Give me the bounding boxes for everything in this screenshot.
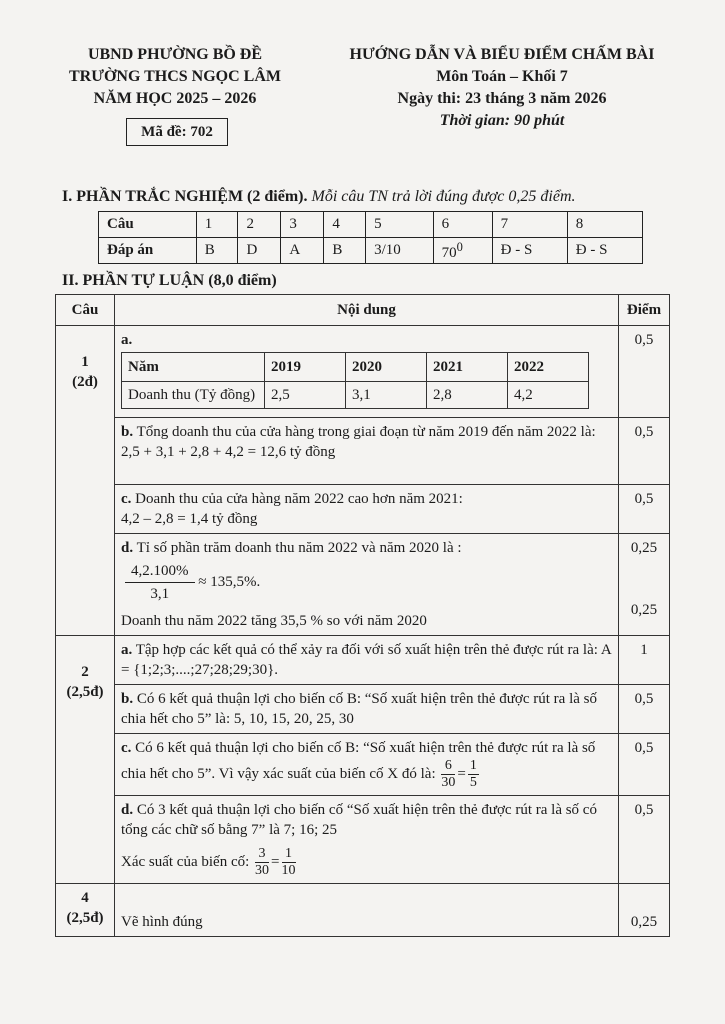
answer-cell: A: [281, 238, 324, 264]
q4-number: 4: [81, 890, 89, 906]
part2-title: II. PHẦN TỰ LUẬN (8,0 điểm): [62, 272, 277, 289]
q1d-content: [115, 534, 619, 636]
q2c-text: Có 6 kết quả thuận lợi cho biến cố B: “Số xuất hiện trên thẻ được rút ra là số chia hết cho 5”. Vì vậy xác suất của biến cố X đó là:: [121, 740, 596, 782]
ward-name: UBND PHƯỜNG BỒ ĐỀ: [87, 46, 263, 63]
q4-content: Vẽ hình đúng: [115, 884, 619, 937]
revenue-col: 2019: [265, 353, 346, 382]
q2c-row: [56, 734, 670, 796]
q1b-content: [115, 418, 619, 485]
question-number: 4: [324, 212, 366, 238]
revenue-row-label: Doanh thu (Tỷ đồng): [122, 382, 265, 409]
q1a-score: 0,5: [619, 326, 670, 418]
answer-cell: D: [238, 238, 281, 264]
essay-table: [55, 294, 670, 937]
revenue-col: 2020: [346, 353, 427, 382]
question-number: 7: [492, 212, 567, 238]
question-number: 8: [567, 212, 642, 238]
part1-note: Mỗi câu TN trả lời đúng được 0,25 điểm.: [311, 188, 576, 205]
q4-score: 0,25: [619, 884, 670, 937]
revenue-col: 2021: [427, 353, 508, 382]
q4-row: [56, 884, 670, 937]
q1d-text2: Doanh thu năm 2022 tăng 35,5 % so với năm 2020: [121, 613, 427, 629]
answer-row: [99, 238, 643, 264]
answer-cell: B: [324, 238, 366, 264]
q2d-f1-den: 30: [255, 863, 270, 878]
doc-header: [312, 44, 692, 132]
q2-points: (2,5đ): [66, 684, 104, 700]
q1a-content: [115, 326, 619, 418]
answer-cell: B: [196, 238, 238, 264]
q2b-row: [56, 685, 670, 734]
q1c-content: [115, 485, 619, 534]
q2c-label: c.: [121, 740, 132, 756]
q1d-result: ≈ 135,5%.: [198, 573, 261, 590]
q1-points: (2đ): [72, 374, 98, 390]
question-number: 3: [281, 212, 324, 238]
q2d-fraction2: [282, 846, 296, 879]
q2d-f1-num: 3: [255, 846, 269, 863]
q2a-text: Tập hợp các kết quả có thể xảy ra đối với số xuất hiện trên thẻ được rút ra là: A = {1;2;3;....;27;28;29;30}.: [121, 642, 611, 678]
q1d-score-cell: [619, 534, 670, 636]
q1c-label: c.: [121, 491, 132, 507]
q2c-f2-den: 5: [469, 775, 477, 790]
revenue-header-row: [122, 353, 589, 382]
doc-title: HƯỚNG DẪN VÀ BIỂU ĐIỂM CHẤM BÀI: [349, 46, 655, 63]
q2a-label: a.: [121, 642, 133, 658]
revenue-value: 4,2: [508, 382, 589, 409]
school-header: [40, 44, 310, 110]
q2a-content: [115, 636, 619, 685]
school-name: TRƯỜNG THCS NGỌC LÂM: [68, 68, 281, 85]
q1c-text2: 4,2 – 2,8 = 1,4 tỷ đồng: [121, 511, 258, 527]
essay-header-row: [56, 295, 670, 326]
part1-heading: [62, 188, 576, 206]
q1b-text: Tổng doanh thu của cửa hàng trong giai đoạn từ năm 2019 đến năm 2022 là: 2,5 + 3,1 + 2,8 + 4,2 = 12,6 tỷ đồng: [121, 424, 596, 460]
q2c-fraction1: [441, 758, 455, 791]
q2b-score: 0,5: [619, 685, 670, 734]
q1c-text1: Doanh thu của cửa hàng năm 2022 cao hơn năm 2021:: [135, 491, 463, 507]
q2d-row: [56, 796, 670, 884]
exam-time: Thời gian: 90 phút: [439, 112, 565, 129]
part1-title: I. PHẦN TRẮC NGHIỆM (2 điểm).: [62, 188, 308, 205]
revenue-col: 2022: [508, 353, 589, 382]
q1c-row: [56, 485, 670, 534]
revenue-value: 3,1: [346, 382, 427, 409]
question-number: 5: [366, 212, 433, 238]
revenue-col-year: Năm: [122, 353, 265, 382]
q2d-label: d.: [121, 802, 134, 818]
q1d-denominator: 3,1: [150, 586, 170, 602]
q2d-f2-den: 10: [281, 863, 296, 878]
q2c-f2-num: 1: [469, 758, 477, 773]
school-year: NĂM HỌC 2025 – 2026: [93, 90, 257, 107]
q1d-label: d.: [121, 540, 134, 556]
q1d-score1: 0,25: [630, 540, 658, 556]
q1a-label: a.: [121, 332, 133, 348]
answer-cell: [433, 238, 492, 264]
answer-cell: 3/10: [366, 238, 433, 264]
subject: Môn Toán – Khối 7: [436, 68, 568, 85]
q2d-fraction1: [255, 846, 269, 879]
q2b-text: Có 6 kết quả thuận lợi cho biến cố B: “Số xuất hiện trên thẻ được rút ra là số chia hết cho 5” là: 5, 10, 15, 20, 25, 30: [121, 691, 597, 727]
q2d-content: [115, 796, 619, 884]
q4-cell: [56, 884, 115, 937]
q2b-content: [115, 685, 619, 734]
q1c-score: 0,5: [619, 485, 670, 534]
answer-cell: Đ - S: [567, 238, 642, 264]
question-number: 6: [433, 212, 492, 238]
q2d-probability: Xác suất của biến cố: $\frac{3}{30}$ = $\frac{1}{10}$: [121, 846, 296, 878]
q2-number: 2: [81, 664, 89, 680]
q2b-label: b.: [121, 691, 134, 707]
answer-cell: Đ - S: [492, 238, 567, 264]
q4-points: (2,5đ): [66, 910, 104, 926]
q2a-score: 1: [619, 636, 670, 685]
revenue-value: 2,8: [427, 382, 508, 409]
row-label-answer: Đáp án: [99, 238, 197, 264]
q1d-text1: Tỉ số phần trăm doanh thu năm 2022 và năm 2020 là :: [136, 540, 462, 556]
col-header-content: Nội dung: [115, 295, 619, 326]
q2d-text2: Xác suất của biến cố:: [121, 853, 250, 870]
exam-date: Ngày thi: 23 tháng 3 năm 2026: [397, 90, 607, 107]
q2d-score: 0,5: [619, 796, 670, 884]
answer-6: 70: [441, 244, 457, 261]
q1d-score2: 0,25: [630, 602, 658, 618]
question-number: 2: [238, 212, 281, 238]
q1a-row: [56, 326, 670, 418]
q2c-f1-den: 30: [441, 775, 456, 790]
revenue-data-row: [122, 382, 589, 409]
q1-number: 1: [81, 354, 89, 370]
multiple-choice-table: [98, 211, 643, 264]
degree-mark: 0: [456, 239, 463, 254]
q1d-formula: [121, 560, 612, 605]
q2d-text: Có 3 kết quả thuận lợi cho biến cố “Số xuất hiện trên thẻ được rút ra là số có tổng các chữ số bằng 7” là 7; 16; 25: [121, 802, 597, 838]
q1b-score: 0,5: [619, 418, 670, 485]
question-number: 1: [196, 212, 238, 238]
q1d-numerator: 4,2.100%: [125, 560, 195, 583]
revenue-value: 2,5: [265, 382, 346, 409]
q2c-f1-num: 6: [441, 758, 455, 775]
q2c-score: 0,5: [619, 734, 670, 796]
q2d-f2-num: 1: [282, 846, 296, 863]
revenue-table: [121, 352, 589, 409]
q1d-row: [56, 534, 670, 636]
col-header-score: Điểm: [619, 295, 670, 326]
q2c-content: c. Có 6 kết quả thuận lợi cho biến cố B: “Số xuất hiện trên thẻ được rút ra là số chia hết cho 5”. Vì vậy xác suất của biến cố X đó là: $\frac{6}{30}$ = $\frac{1}{5}$: [115, 734, 619, 796]
q1b-row: [56, 418, 670, 485]
col-header-question: Câu: [56, 295, 115, 326]
q1b-label: b.: [121, 424, 134, 440]
row-label-question: Câu: [99, 212, 197, 238]
q2c-fraction2: [468, 758, 479, 791]
question-row: [99, 212, 643, 238]
q1d-fraction: [125, 560, 195, 605]
q2-cell: [56, 636, 115, 884]
q2a-row: [56, 636, 670, 685]
q1-cell: [56, 326, 115, 636]
exam-code: Mã đề: 702: [126, 118, 228, 146]
